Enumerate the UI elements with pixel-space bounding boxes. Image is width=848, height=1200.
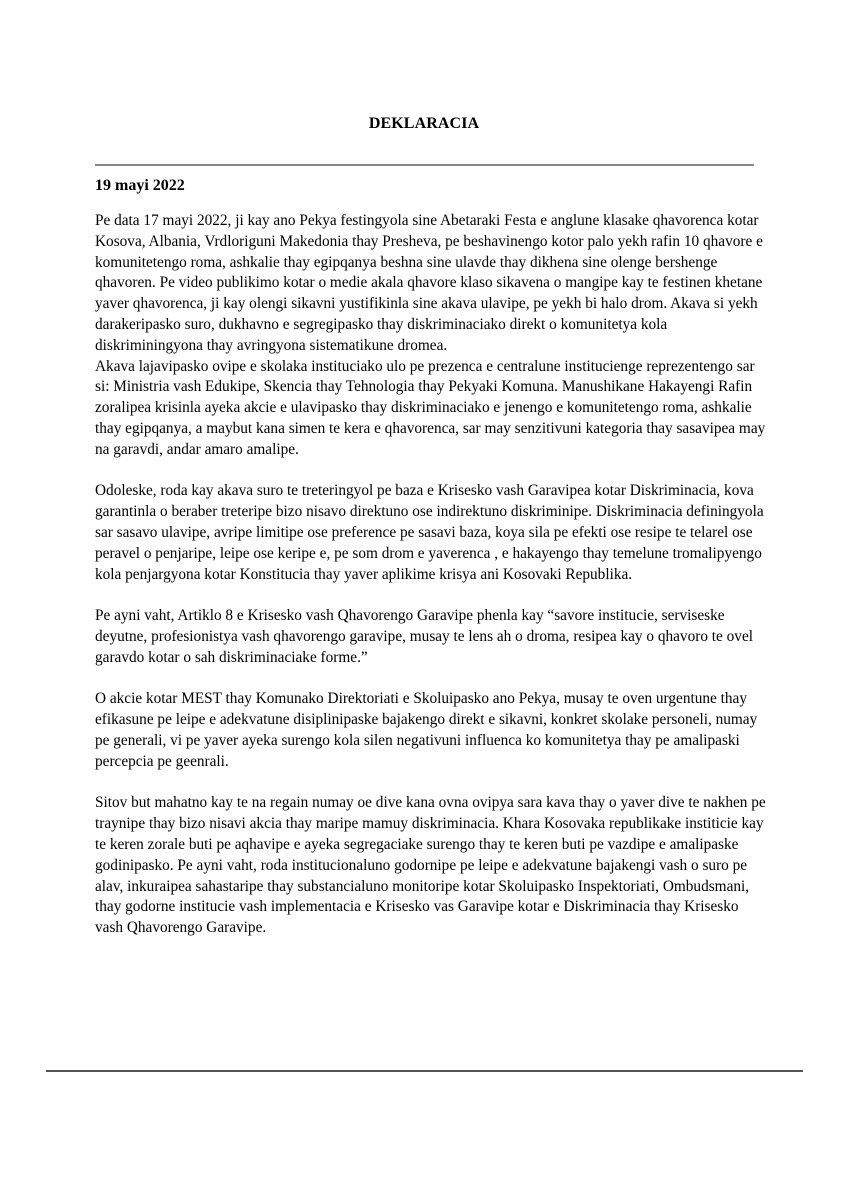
paragraph-4: Pe ayni vaht, Artiklo 8 e Krisesko vash Qhavorengo Garavipe phenla kay “savore institucie, serviseske deyutne, profesionistya vash qhavorengo garavipe, musay te lens ah o droma, resipea kay o qhavoro te ovel garavdo kotar o sah diskriminaciake forme.”	[95, 607, 753, 666]
document-body	[95, 211, 767, 939]
top-divider	[95, 164, 754, 166]
paragraph-2: Akava lajavipasko ovipe e skolaka instituciako ulo pe prezenca e centralune institucienge reprezentengo sar si: Ministria vash Edukipe, Skencia thay Tehnologia thay Pekyaki Komuna. Manushikane Hakayengi Rafin zoralipea krisinla ayeka akcie e ulavipasko thay diskriminaciako e jenengo e komunitetengo roma, ashkalie thay egipqanya, a maybut kana simen te kera e qhavorenca, sar may senzitivuni kategoria thay sasavipea may na garavdi, andar amaro amalipe.	[95, 357, 766, 458]
bottom-divider	[46, 1070, 803, 1072]
paragraph-3: Odoleske, roda kay akava suro te treteringyol pe baza e Krisesko vash Garavipea kotar Diskriminacia, kova garantinla o beraber treteripe bizo nisavo direktuno ose indirektuno diskriminipe. Diskriminacia definingyola sar sasavo ulavipe, avripe limitipe ose preference pe sasavi baza, koya sila pe efekti ose resipe te telarel ose peravel o penjaripe, leipe ose keripe e, pe som drom e yaverenca , e hakayengo thay temelune tromalipyengo kola penjargyona kotar Konstitucia thay yaver aplikime krisya ani Kosovaki Republika.	[95, 482, 764, 583]
document-title: DEKLARACIA	[368, 115, 480, 132]
paragraph-1: Pe data 17 mayi 2022, ji kay ano Pekya festingyola sine Abetaraki Festa e anglune klasake qhavorenca kotar Kosova, Albania, Vrdloriguni Makedonia thay Presheva, pe beshavinengo kotor palo yekh rafin 10 qhavore e komunitetengo roma, ashkalie thay egipqanya beshna sine ulavde thay dikhena sine olenge bershenge qhavoren. Pe video publikimo kotar o medie akala qhavore klaso sikavena o mangipe kay te festinen khetane yaver qhavorenca, ji kay olengi sikavni yustifikinla sine akava ulavipe, pe yekh bi halo drom. Akava si yekh darakeripasko suro, dukhavno e segregipasko thay diskriminaciako direkt o komunitetya kola diskriminingyona thay avringyona sistematikune dromea.	[95, 212, 763, 354]
paragraph-5: O akcie kotar MEST thay Komunako Direktoriati e Skoluipasko ano Pekya, musay te oven urgentune thay efikasune pe leipe e adekvatune disiplinipaske bajakengo direkt e sikavni, konkret skolake personeli, numay pe generali, vi pe yaver ayeka surengo kola silen negativuni influenca ko komunitetya thay pe amalipaski percepcia pe geenrali.	[95, 690, 758, 770]
document-date: 19 mayi 2022	[95, 177, 185, 194]
paragraph-6: Sitov but mahatno kay te na regain numay oe dive kana ovna ovipya sara kava thay o yaver dive te nakhen pe traynipe thay bizo nisavi akcia thay maripe mamuy diskriminacia. Khara Kosovaka republikake institicie kay te keren zorale buti pe aqhavipe e ayeka segregaciake surengo thay te keren buti pe vazdipe e amalipaske godinipasko. Pe ayni vaht, roda institucionaluno godornipe pe leipe e adekvatune bajakengi vash o suro pe alav, inkuraipea sahastaripe thay substancialuno monitoripe kotar Skoluipasko Inspektoriati, Ombudsmani, thay godorne institucie vash implementacia e Krisesko vas Garavipe kotar e Diskriminacia thay Krisesko vash Qhavorengo Garavipe.	[95, 794, 766, 937]
